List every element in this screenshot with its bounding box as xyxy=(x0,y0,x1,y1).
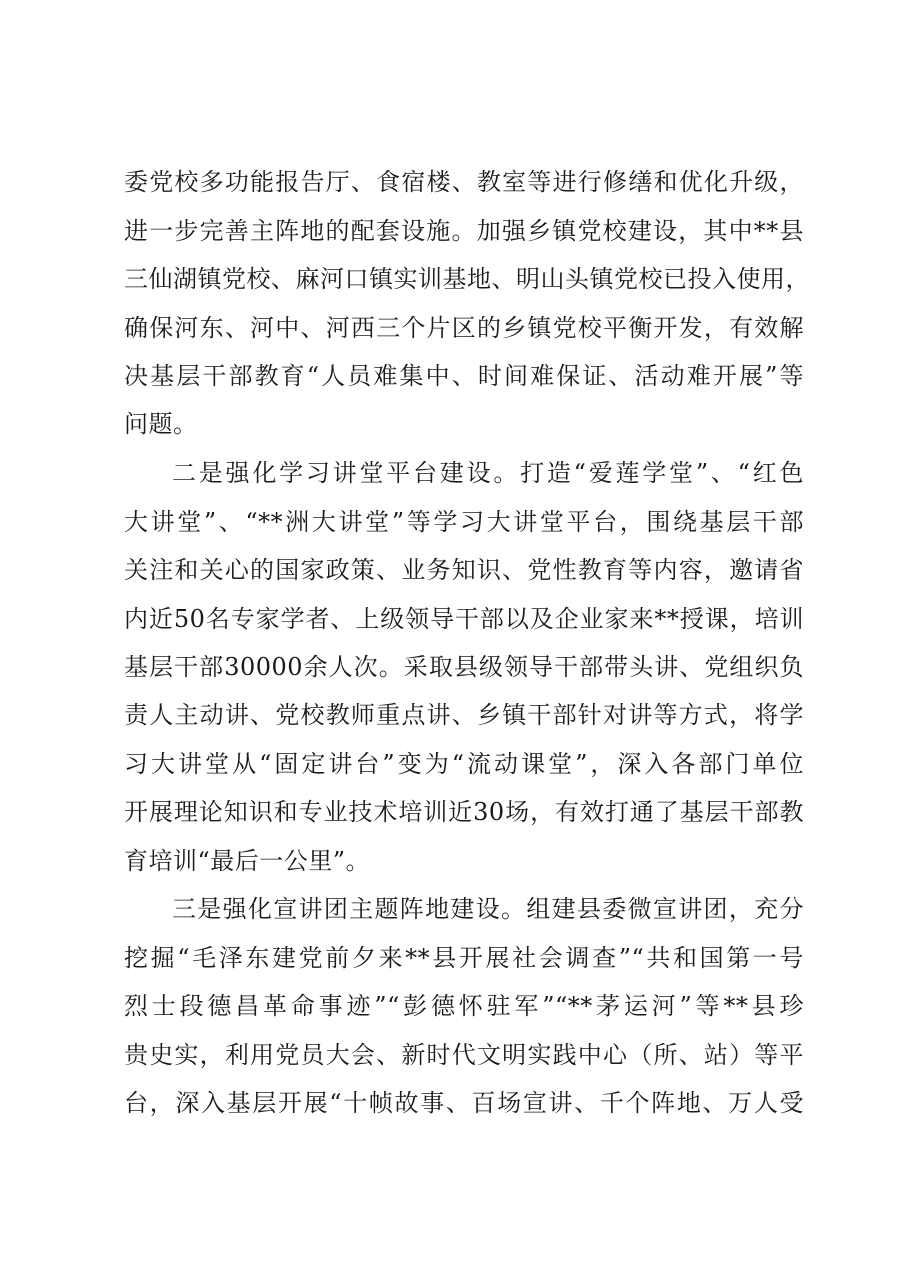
text-line: 育培训“最后一公里”。 xyxy=(124,847,371,875)
text-line: 确保河东、河中、河西三个片区的乡镇党校平衡开发，有效解 xyxy=(124,314,804,342)
text-line: 进一步完善主阵地的配套设施。加强乡镇党校建设，其中**县 xyxy=(124,217,804,245)
text-line: 委党校多功能报告厅、食宿楼、教室等进行修缮和优化升级， xyxy=(124,168,804,196)
text-line: 决基层干部教育“人员难集中、时间难保证、活动难开展”等 xyxy=(124,362,804,390)
text-line: 关注和关心的国家政策、业务知识、党性教育等内容，邀请省 xyxy=(124,556,804,584)
text-line: 内近50名专家学者、上级领导干部以及企业家来**授课，培训 xyxy=(124,605,804,633)
text-line: 开展理论知识和专业技术培训近30场，有效打通了基层干部教 xyxy=(124,798,804,826)
text-line: 烈士段德昌革命事迹”“彭德怀驻军”“**茅运河”等**县珍 xyxy=(124,992,804,1020)
text-line: 三仙湖镇党校、麻河口镇实训基地、明山头镇党校已投入使用， xyxy=(124,265,810,293)
text-line: 责人主动讲、党校教师重点讲、乡镇干部针对讲等方式，将学 xyxy=(124,701,804,729)
text-line: 挖掘“毛泽东建党前夕来**县开展社会调查”“共和国第一号 xyxy=(124,944,804,972)
text-line: 习大讲堂从“固定讲台”变为“流动课堂”，深入各部门单位 xyxy=(124,750,804,778)
text-line: 问题。 xyxy=(124,410,198,438)
text-line: 大讲堂”、“**洲大讲堂”等学习大讲堂平台，围绕基层干部 xyxy=(124,508,804,536)
text-line: 基层干部30000余人次。采取县级领导干部带头讲、党组织负 xyxy=(124,653,804,681)
paragraph-start-line: 三是强化宣讲团主题阵地建设。组建县委微宣讲团，充分 xyxy=(172,895,804,923)
text-line: 台，深入基层开展“十帧故事、百场宣讲、千个阵地、万人受 xyxy=(124,1089,804,1117)
text-line: 贵史实，利用党员大会、新时代文明实践中心（所、站）等平 xyxy=(124,1041,804,1069)
paragraph-start-line: 二是强化学习讲堂平台建设。打造“爱莲学堂”、“红色 xyxy=(172,459,804,487)
